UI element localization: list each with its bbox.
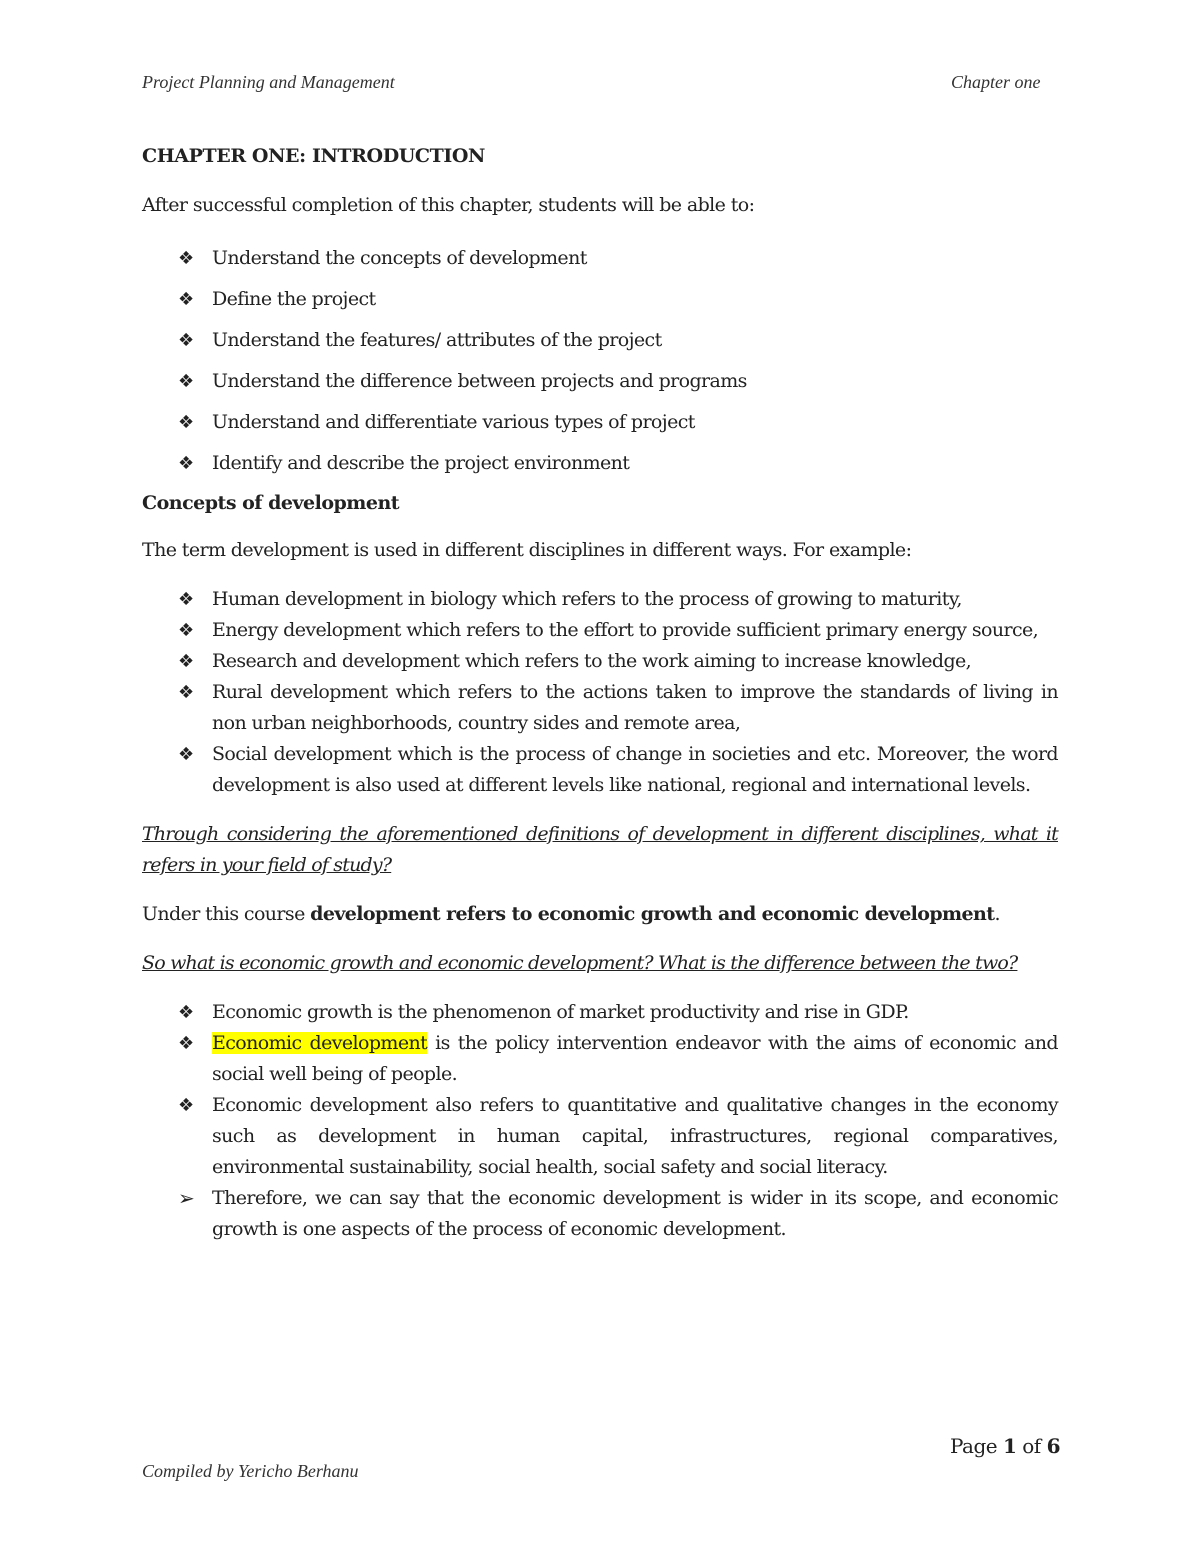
page-number: Page 1 of 6 [950,1434,1060,1458]
list-item: ❖ Understand the concepts of development [142,243,1058,274]
course-statement: Under this course development refers to economic growth and economic development. [142,903,1000,925]
chapter-title: CHAPTER ONE: INTRODUCTION [142,145,486,167]
diamond-bullet-icon: ❖ [178,1033,194,1054]
diamond-bullet-icon: ❖ [178,651,194,672]
list-item: ❖ Economic development is the policy intervention endeavor with the aims of economic and social well being of people. [142,1028,1058,1090]
header-chapter-label: Chapter one [951,72,1041,92]
list-item: ❖ Social development which is the process of change in societies and etc. Moreover, the word development is also used at different levels like national, regional and international levels. [142,739,1058,801]
list-item: ❖ Understand the features/ attributes of the project [142,325,1058,356]
list-item: ❖ Energy development which refers to the effort to provide sufficient primary energy source, [142,615,1058,646]
list-item: ❖ Understand the difference between projects and programs [142,366,1058,397]
development-list [142,584,1058,801]
economics-list [142,997,1058,1245]
list-item: ❖ Understand and differentiate various types of project [142,407,1058,438]
diamond-bullet-icon: ❖ [178,330,194,351]
footer-compiled-by: Compiled by Yericho Berhanu [142,1461,359,1481]
diamond-bullet-icon: ❖ [178,371,194,392]
diamond-bullet-icon: ❖ [178,744,194,765]
list-item: ❖ Economic development also refers to quantitative and qualitative changes in the economy such as development in human capital, infrastructures, regional comparatives, environmental sustainability, social health, social safety and social literacy. [142,1090,1058,1183]
diamond-bullet-icon: ❖ [178,412,194,433]
diamond-bullet-icon: ❖ [178,1002,194,1023]
list-item: ❖ Economic growth is the phenomenon of market productivity and rise in GDP. [142,997,1058,1028]
diamond-bullet-icon: ❖ [178,589,194,610]
difference-question: So what is economic growth and economic development? What is the difference between the two? [142,952,1018,974]
section-heading: Concepts of development [142,492,400,514]
document-body [142,142,1058,1245]
diamond-bullet-icon: ❖ [178,289,194,310]
intro-text: After successful completion of this chapter, students will be able to: [142,194,755,216]
list-item: ➢ Therefore, we can say that the economic development is wider in its scope, and economic growth is one aspects of the process of economic development. [142,1183,1058,1245]
diamond-bullet-icon: ❖ [178,682,194,703]
diamond-bullet-icon: ❖ [178,248,194,269]
list-item: ❖ Rural development which refers to the actions taken to improve the standards of living in non urban neighborhoods, country sides and remote area, [142,677,1058,739]
header-document-title: Project Planning and Management [142,72,395,92]
list-item: ❖ Identify and describe the project environment [142,448,1058,479]
objectives-list [142,243,1058,479]
diamond-bullet-icon: ❖ [178,453,194,474]
reflection-question: Through considering the aforementioned definitions of development in different disciplines, what it refers in your field of study? [142,823,1058,876]
list-item: ❖ Research and development which refers to the work aiming to increase knowledge, [142,646,1058,677]
highlighted-term: Economic development [212,1032,428,1054]
diamond-bullet-icon: ❖ [178,620,194,641]
list-item: ❖ Human development in biology which refers to the process of growing to maturity, [142,584,1058,615]
list-item: ❖ Define the project [142,284,1058,315]
diamond-bullet-icon: ❖ [178,1095,194,1116]
arrow-bullet-icon: ➢ [178,1186,195,1210]
section-lead: The term development is used in different disciplines in different ways. For example: [142,539,912,561]
